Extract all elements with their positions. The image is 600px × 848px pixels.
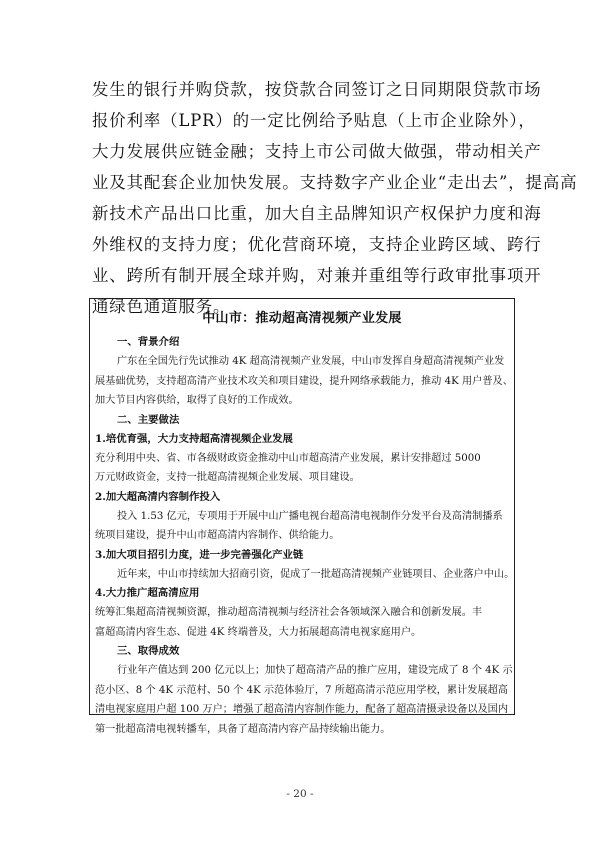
body-line: 通绿色通道服务。 xyxy=(92,297,231,316)
subheading-enterprise-support: 1.培优育强，大力支持超高清视频企业发展 xyxy=(95,432,293,445)
body-line: 新技术产品出口比重，加大自主品牌知识产权保护力度和海 xyxy=(92,204,542,223)
body-line: 发生的银行并购贷款，按贷款合同签订之日同期限贷款市场 xyxy=(92,80,542,99)
paragraph-line: 范小区、8 个 4K 示范村、50 个 4K 示范体验厅，7 所超高清示范应用学校，累计发展超高 xyxy=(95,684,508,696)
case-study-title: 中山市：推动超高清视频产业发展 xyxy=(202,311,402,326)
subheading-content-production: 2.加大超高清内容制作投入 xyxy=(95,490,221,503)
case-study-box xyxy=(89,298,515,735)
body-line: 业及其配套企业加快发展。支持数字产业企业“走出去”，提高高 xyxy=(92,173,578,192)
paragraph-line: 富超高清内容生态、促进 4K 终端普及，大力拓展超高清电视家庭用户。 xyxy=(95,626,422,638)
paragraph-line: 加大节目内容供给，取得了良好的工作成效。 xyxy=(95,395,299,406)
paragraph-line: 展基础优势，支持超高清产业技术攻关和项目建设，提升网络承载能力，推动 4K 用户普及、 xyxy=(95,375,513,387)
paragraph-line: 统项目建设，提升中山市超高清内容制作、供给能力。 xyxy=(95,530,340,541)
paragraph-line: 广东在全国先行先试推动 4K 超高清视频产业发展，中山市发挥自身超高清视频产业发 xyxy=(117,356,505,367)
body-line: 报价利率（LPR）的一定比例给予贴息（上市企业除外）， xyxy=(92,111,536,130)
paragraph-line: 清电视家庭用户超 100 万户；增强了超高清内容制作能力，配备了超高清摄录设备以及国内 xyxy=(95,704,509,715)
section-heading-results: 三、取得成效 xyxy=(117,645,180,657)
paragraph-line: 统筹汇集超高清视频资源，推动超高清视频与经济社会各领域深入融合和创新发展。丰 xyxy=(95,607,483,618)
paragraph-line: 投入 1.53 亿元，专项用于开展中山广播电视台超高清电视制作分发平台及高清制播系 xyxy=(117,510,503,522)
body-line: 业、跨所有制开展全球并购，对兼并重组等行政审批事项开 xyxy=(92,266,542,285)
paragraph-line: 第一批超高清电视转播车，具备了超高清内容产品持续输出能力。 xyxy=(95,723,391,735)
subheading-application-promotion: 4.大力推广超高清应用 xyxy=(95,587,200,599)
section-heading-background: 一、背景介绍 xyxy=(117,336,180,348)
body-paragraph xyxy=(92,74,578,322)
subheading-investment-attraction: 3.加大项目招引力度，进一步完善强化产业链 xyxy=(95,548,304,561)
body-line: 大力发展供应链金融；支持上市公司做大做强，带动相关产 xyxy=(92,142,542,161)
paragraph-line: 万元财政资金，支持一批超高清视频企业发展、项目建设。 xyxy=(95,472,360,483)
paragraph-line: 近年来，中山市持续加大招商引资，促成了一批超高清视频产业链项目、企业落户中山。 xyxy=(117,568,515,580)
section-heading-practices: 二、主要做法 xyxy=(117,413,180,426)
paragraph-line: 行业年产值达到 200 亿元以上；加快了超高清产品的推广应用，建设完成了 8 个 4K 示 xyxy=(117,665,513,676)
case-study-content xyxy=(95,333,515,739)
page-number: - 20 - xyxy=(286,788,314,800)
body-line: 外维权的支持力度；优化营商环境，支持企业跨区域、跨行 xyxy=(92,235,542,254)
paragraph-line: 充分利用中央、省、市各级财政资金推动中山市超高清产业发展，累计安排超过 5000 xyxy=(95,452,481,464)
